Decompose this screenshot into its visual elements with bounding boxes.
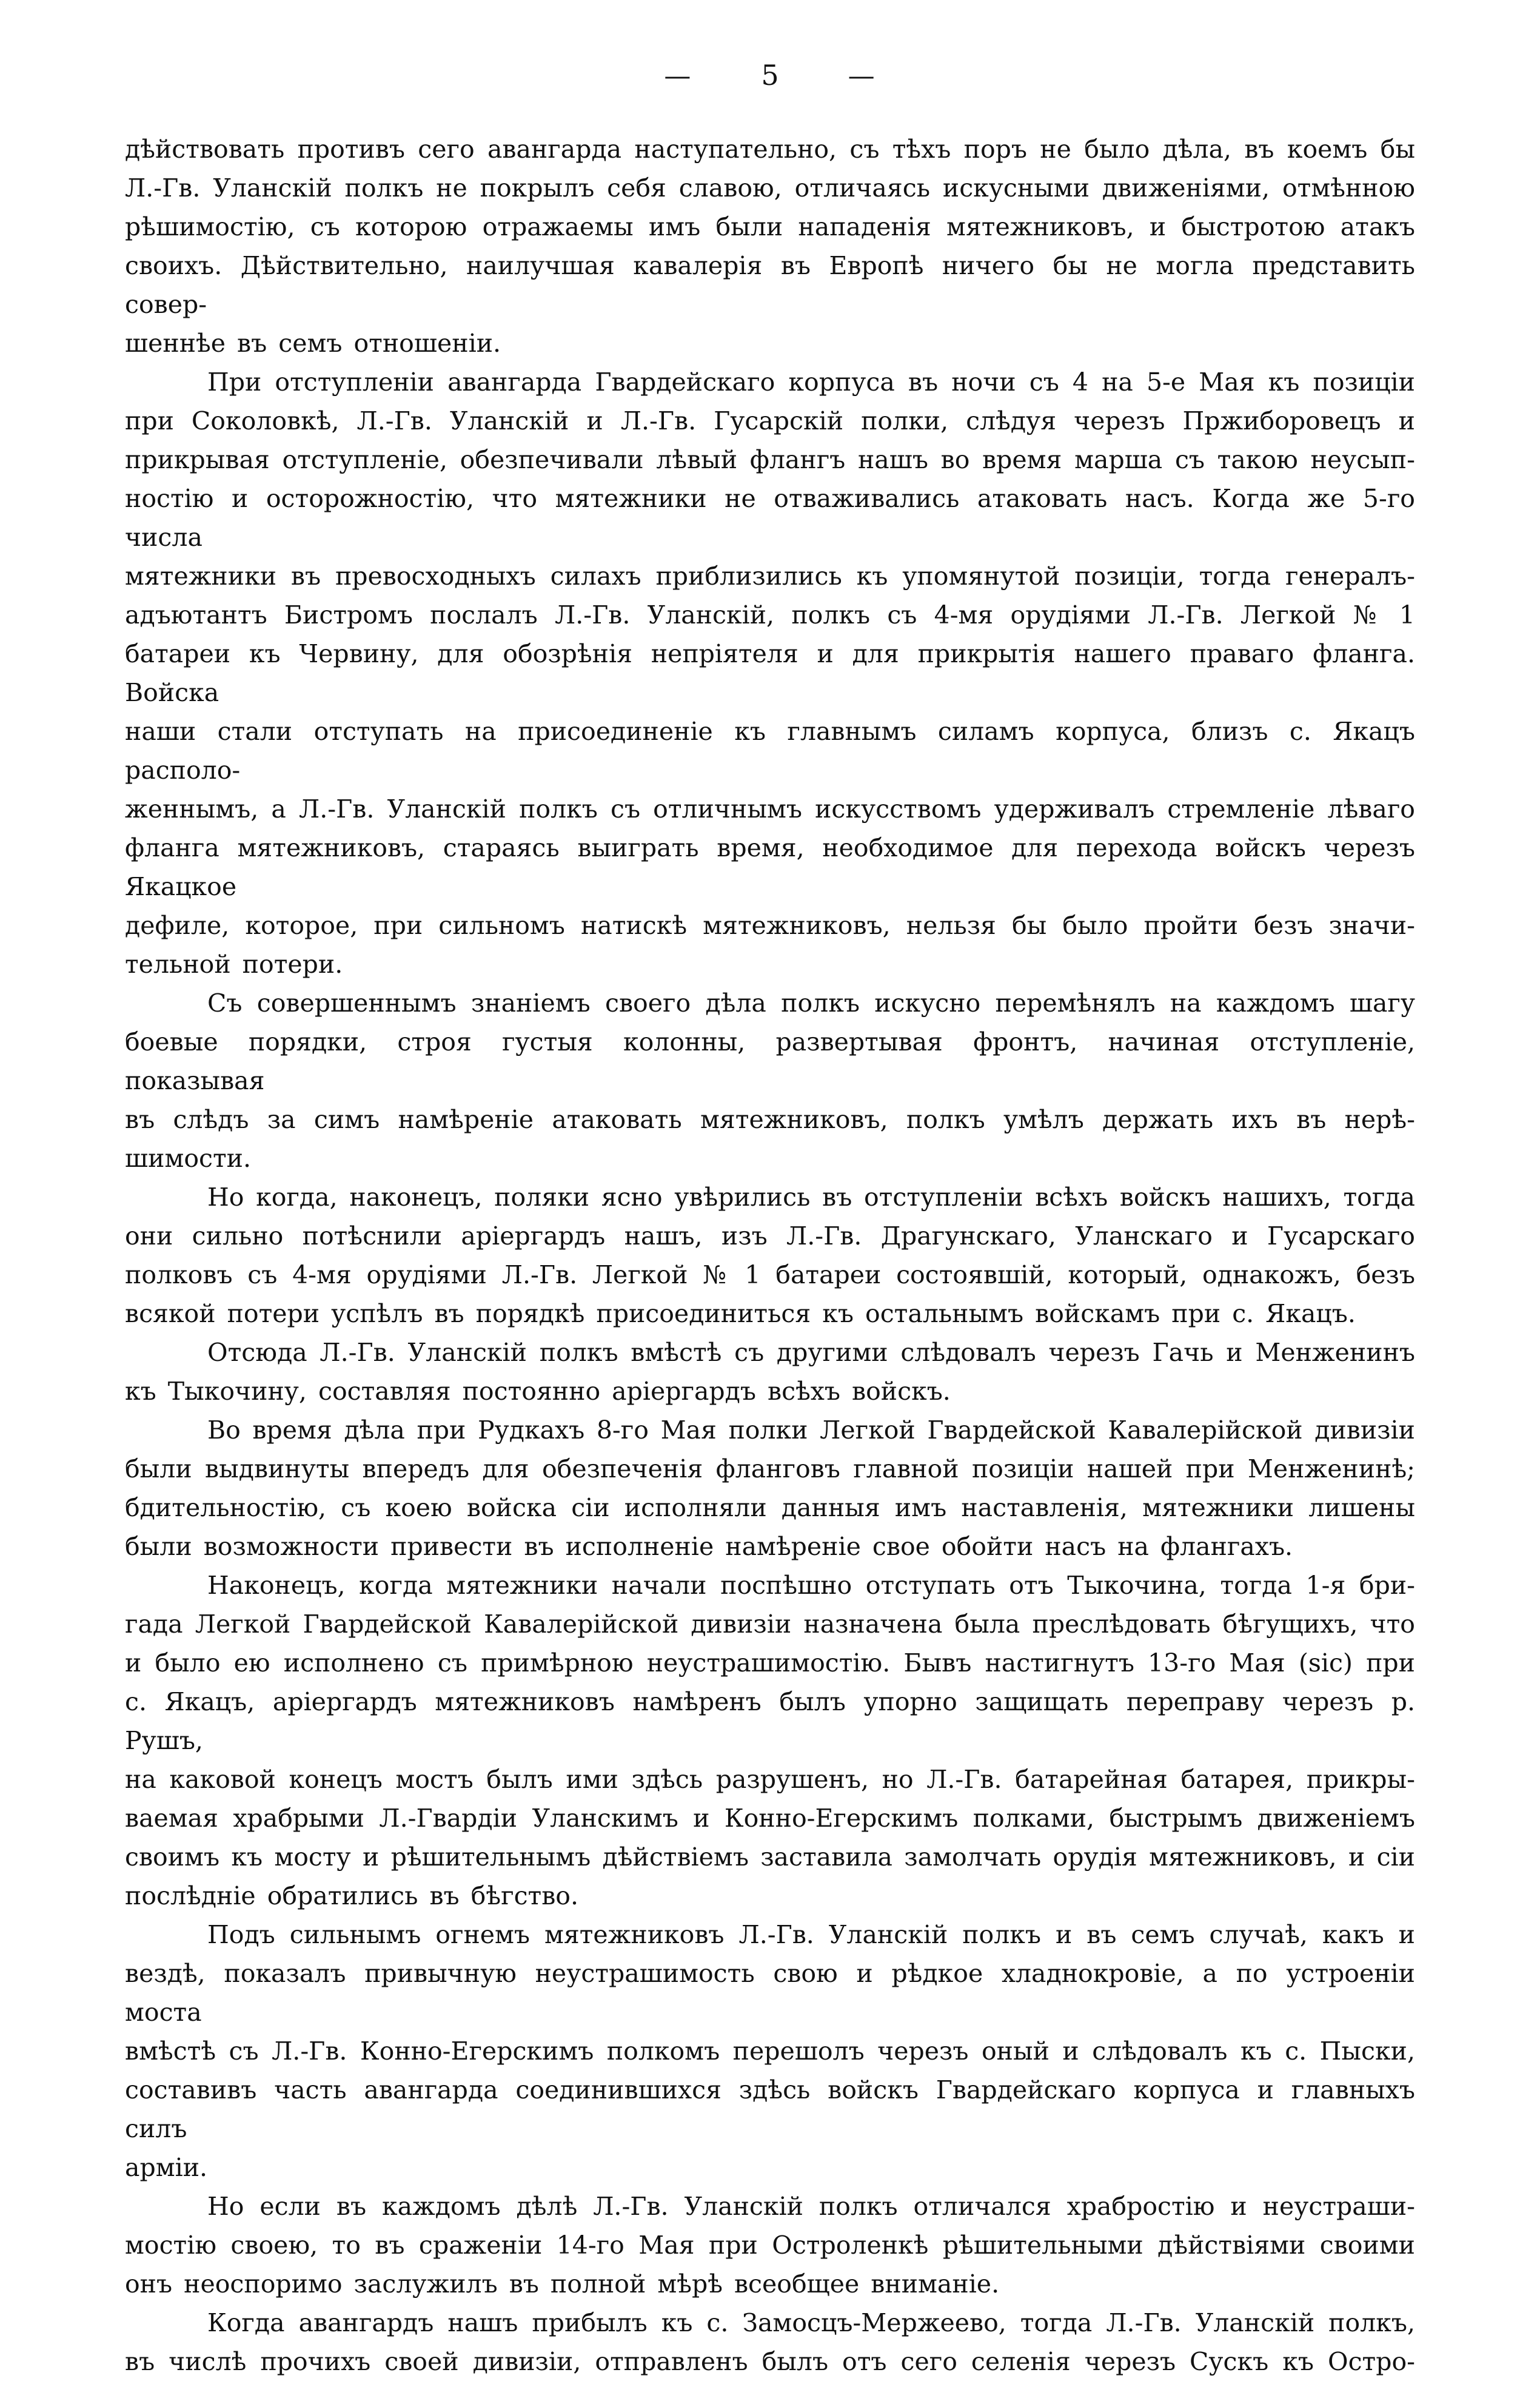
text-line: были выдвинуты впередъ для обезпеченія фланговъ главной позиціи нашей при Менженинѣ; — [125, 1454, 1415, 1483]
text-line: своимъ къ мосту и рѣшительнымъ дѣйствіемъ заставила замолчать орудія мятежниковъ, и сіи — [125, 1842, 1415, 1872]
text-line: Наконецъ, когда мятежники начали поспѣшно отступать отъ Тыкочина, тогда 1-я бри- — [207, 1571, 1415, 1600]
text-line: и было ею исполнено съ примѣрною неустрашимостію. Бывъ настигнутъ 13-го Мая (sic) при — [125, 1648, 1415, 1677]
paragraph — [125, 984, 1415, 1178]
text-line: наши стали отступать на присоединеніе къ главнымъ силамъ корпуса, близъ с. Якацъ располо- — [125, 717, 1415, 785]
text-line: Но если въ каждомъ дѣлѣ Л.-Гв. Уланскій полкъ отличался храбростію и неустраши- — [207, 2192, 1415, 2221]
text-line: Л.-Гв. Уланскій полкъ не покрылъ себя славою, отличаясь искусными движеніями, отмѣнною — [125, 173, 1415, 203]
text-line: были возможности привести въ исполненіе намѣреніе свое обойти насъ на флангахъ. — [125, 1532, 1293, 1561]
text-line: при Соколовкѣ, Л.-Гв. Уланскій и Л.-Гв. Гусарскій полки, слѣдуя черезъ Пржиборовецъ и — [125, 406, 1415, 435]
text-line: ностію и осторожностію, что мятежники не отваживались атаковать насъ. Когда же 5-го числа — [125, 484, 1415, 552]
text-line: составивъ часть авангарда соединившихся здѣсь войскъ Гвардейскаго корпуса и главныхъ силъ — [125, 2075, 1415, 2143]
page-header — [0, 56, 1540, 96]
text-line: Но когда, наконецъ, поляки ясно увѣрились въ отступленіи всѣхъ войскъ нашихъ, тогда — [207, 1183, 1415, 1212]
text-line: всякой потери успѣлъ въ порядкѣ присоединиться къ остальнымъ войскамъ при с. Якацъ. — [125, 1299, 1356, 1328]
text-line: Когда авангардъ нашъ прибылъ къ с. Замосцъ-Мержеево, тогда Л.-Гв. Уланскій полкъ, — [207, 2308, 1415, 2337]
text-line: шеннѣе въ семъ отношеніи. — [125, 329, 501, 358]
text-line: въ числѣ прочихъ своей дивизіи, отправленъ былъ отъ сего селенія черезъ Сускъ къ Остро- — [125, 2347, 1415, 2376]
text-line: женнымъ, а Л.-Гв. Уланскій полкъ съ отличнымъ искусствомъ удерживалъ стремленіе лѣваго — [125, 794, 1415, 824]
text-line: Съ совершеннымъ знаніемъ своего дѣла полкъ искусно перемѣнялъ на каждомъ шагу — [207, 989, 1415, 1018]
text-line: гада Легкой Гвардейской Кавалерійской дивизіи назначена была преслѣдовать бѣгущихъ, что — [125, 1610, 1415, 1639]
paragraph — [125, 363, 1415, 984]
text-line: адъютантъ Бистромъ послалъ Л.-Гв. Уланскій, полкъ съ 4-мя орудіями Л.-Гв. Легкой № 1 — [125, 600, 1415, 630]
text-line: тельной потери. — [125, 950, 343, 979]
header-dash-left: — — [664, 61, 692, 92]
paragraph — [125, 2187, 1415, 2303]
paragraph — [125, 1178, 1415, 1333]
paragraph — [125, 130, 1415, 363]
text-line: вмѣстѣ съ Л.-Гв. Конно-Егерскимъ полкомъ перешолъ черезъ оный и слѣдовалъ къ с. Пыски, — [125, 2037, 1415, 2066]
text-line: шимости. — [125, 1144, 252, 1173]
header-dash-right: — — [848, 61, 876, 92]
text-line: с. Якацъ, аріергардъ мятежниковъ намѣренъ былъ упорно защищать переправу черезъ р. Рушъ, — [125, 1687, 1415, 1755]
text-line: рѣшимостію, съ которою отражаемы имъ были нападенія мятежниковъ, и быстротою атакъ — [125, 212, 1415, 241]
text-line: полковъ съ 4-мя орудіями Л.-Гв. Легкой № 1 батареи состоявшій, который, однакожъ, безъ — [125, 1260, 1415, 1289]
page-number: 5 — [761, 59, 779, 92]
text-line: Во время дѣла при Рудкахъ 8-го Мая полки Легкой Гвардейской Кавалерійской дивизіи — [207, 1416, 1415, 1445]
text-line: бдительностію, съ коею войска сіи исполняли данныя имъ наставленія, мятежники лишены — [125, 1493, 1415, 1522]
text-line: ваемая храбрыми Л.-Гвардіи Уланскимъ и Конно-Егерскимъ полками, быстрымъ движеніемъ — [125, 1804, 1415, 1833]
text-line: При отступленіи авангарда Гвардейскаго корпуса въ ночи съ 4 на 5-е Мая къ позиціи — [207, 368, 1415, 397]
text-line: въ слѣдъ за симъ намѣреніе атаковать мятежниковъ, полкъ умѣлъ держать ихъ въ нерѣ- — [125, 1105, 1415, 1134]
text-line: арміи. — [125, 2153, 208, 2182]
text-line: къ Тыкочину, составляя постоянно аріергардъ всѣхъ войскъ. — [125, 1377, 951, 1406]
text-line: послѣдніе обратились въ бѣгство. — [125, 1881, 579, 1910]
text-line: мятежники въ превосходныхъ силахъ приблизились къ упомянутой позиціи, тогда генералъ- — [125, 562, 1415, 591]
text-line: они сильно потѣснили аріергардъ нашъ, изъ Л.-Гв. Драгунскаго, Уланскаго и Гусарскаго — [125, 1221, 1415, 1251]
paragraph — [125, 2303, 1415, 2381]
text-line: батареи къ Червину, для обозрѣнія непріятеля и для прикрытія нашего праваго фланга. Войска — [125, 639, 1415, 707]
paragraph — [125, 1566, 1415, 1915]
text-line: Подъ сильнымъ огнемъ мятежниковъ Л.-Гв. Уланскій полкъ и въ семъ случаѣ, какъ и — [207, 1920, 1415, 1949]
text-line: фланга мятежниковъ, стараясь выиграть время, необходимое для перехода войскъ черезъ Якацкое — [125, 833, 1415, 901]
paragraph — [125, 1411, 1415, 1566]
text-line: дефиле, которое, при сильномъ натискѣ мятежниковъ, нельзя бы было пройти безъ значи- — [125, 911, 1415, 940]
text-line: боевые порядки, строя густыя колонны, развертывая фронтъ, начиная отступленіе, показывая — [125, 1027, 1415, 1095]
text-line: вездѣ, показалъ привычную неустрашимость свою и рѣдкое хладнокровіе, а по устроеніи моста — [125, 1959, 1415, 2027]
text-line: своихъ. Дѣйствительно, наилучшая кавалерія въ Европѣ ничего бы не могла представить совер- — [125, 251, 1415, 319]
text-line: онъ неоспоримо заслужилъ въ полной мѣрѣ всеобщее вниманіе. — [125, 2269, 1000, 2299]
paragraph — [125, 1333, 1415, 1411]
text-block — [125, 130, 1415, 2381]
text-line: на каковой конецъ мостъ былъ ими здѣсь разрушенъ, но Л.-Гв. батарейная батарея, прикры- — [125, 1765, 1415, 1794]
text-line: прикрывая отступленіе, обезпечивали лѣвый флангъ нашъ во время марша съ такою неусып- — [125, 445, 1415, 474]
text-line: мостію своею, то въ сраженіи 14-го Мая при Остроленкѣ рѣшительными дѣйствіями своими — [125, 2231, 1415, 2260]
text-line: дѣйствовать противъ сего авангарда наступательно, съ тѣхъ поръ не было дѣла, въ коемъ бы — [125, 135, 1415, 164]
paragraph — [125, 1915, 1415, 2187]
text-line: Отсюда Л.-Гв. Уланскій полкъ вмѣстѣ съ другими слѣдовалъ черезъ Гачь и Менженинъ — [207, 1338, 1415, 1367]
